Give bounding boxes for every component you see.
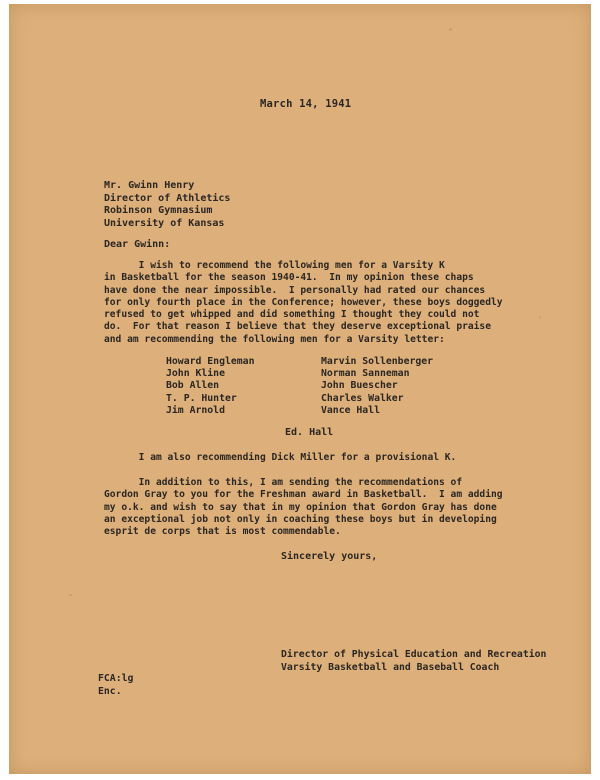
paper-blemish [539, 316, 541, 318]
signature-block [281, 649, 546, 674]
paragraph-line: have done the near impossible. I personally had rated our chances [104, 284, 486, 296]
player-name: Norman Sanneman [321, 368, 410, 380]
player-name: T. P. Hunter [166, 392, 237, 404]
paragraph-line: Gordon Gray to you for the Freshman award in Basketball. I am adding [104, 489, 503, 501]
paragraph-line: and am recommending the following men for a Varsity letter: [104, 333, 445, 345]
player-name: Vance Hall [321, 404, 380, 416]
body-paragraph-freshman-award [104, 477, 503, 538]
player-name: John Kline [166, 368, 225, 380]
paragraph-line: refused to get whipped and did something I thought they could not [104, 309, 480, 321]
paragraph-line: in Basketball for the season 1940-41. In my opinion these chaps [104, 272, 474, 284]
paragraph-line: an exceptional job not only in coaching these boys but in developing [104, 513, 497, 525]
player-name: Charles Walker [321, 392, 404, 404]
player-name: Marvin Sollenberger [321, 356, 434, 367]
letter-page [9, 4, 591, 774]
player-name-centered: Ed. Hall [285, 427, 334, 438]
paragraph-line: do. For that reason I believe that they deserve exceptional praise [104, 321, 491, 333]
body-paragraph-provisional [104, 452, 456, 464]
recipient-line: Robinson Gymnasium [104, 205, 213, 217]
player-list-right [321, 356, 433, 417]
enclosure-notation: Enc. [98, 686, 122, 697]
letter-date: March 14, 1941 [260, 98, 352, 110]
paragraph-line: I am also recommending Dick Miller for a provisional K. [104, 452, 457, 463]
paragraph-line: my o.k. and wish to say that in my opinion that Gordon Gray has done [104, 501, 497, 513]
paragraph-line: I wish to recommend the following men for a Varsity K [104, 260, 445, 271]
recipient-line: Director of Athletics [104, 192, 231, 204]
paragraph-line: In addition to this, I am sending the recommendations of [104, 477, 463, 488]
signature-title-line: Director of Physical Education and Recreation [281, 649, 547, 660]
paragraph-line: esprit de corps that is most commendable. [104, 526, 341, 538]
player-name: John Buescher [321, 380, 398, 392]
signature-title-line: Varsity Basketball and Baseball Coach [281, 661, 500, 673]
complimentary-close: Sincerely yours, [281, 551, 378, 562]
player-name: Howard Engleman [166, 356, 255, 367]
reference-block [98, 672, 133, 698]
salutation: Dear Gwinn: [104, 239, 171, 250]
player-list-left [166, 356, 254, 417]
reference-initials: FCA:lg [98, 673, 134, 684]
body-paragraph-recommendation [104, 260, 503, 346]
recipient-address [104, 180, 230, 230]
player-name: Jim Arnold [166, 404, 225, 416]
recipient-line: Mr. Gwinn Henry [104, 180, 195, 191]
paragraph-line: for only fourth place in the Conference; however, these boys doggedly [104, 296, 503, 308]
paper-blemish [69, 594, 72, 596]
player-name: Bob Allen [166, 380, 220, 392]
paper-blemish [449, 28, 452, 31]
recipient-line: University of Kansas [104, 217, 225, 229]
